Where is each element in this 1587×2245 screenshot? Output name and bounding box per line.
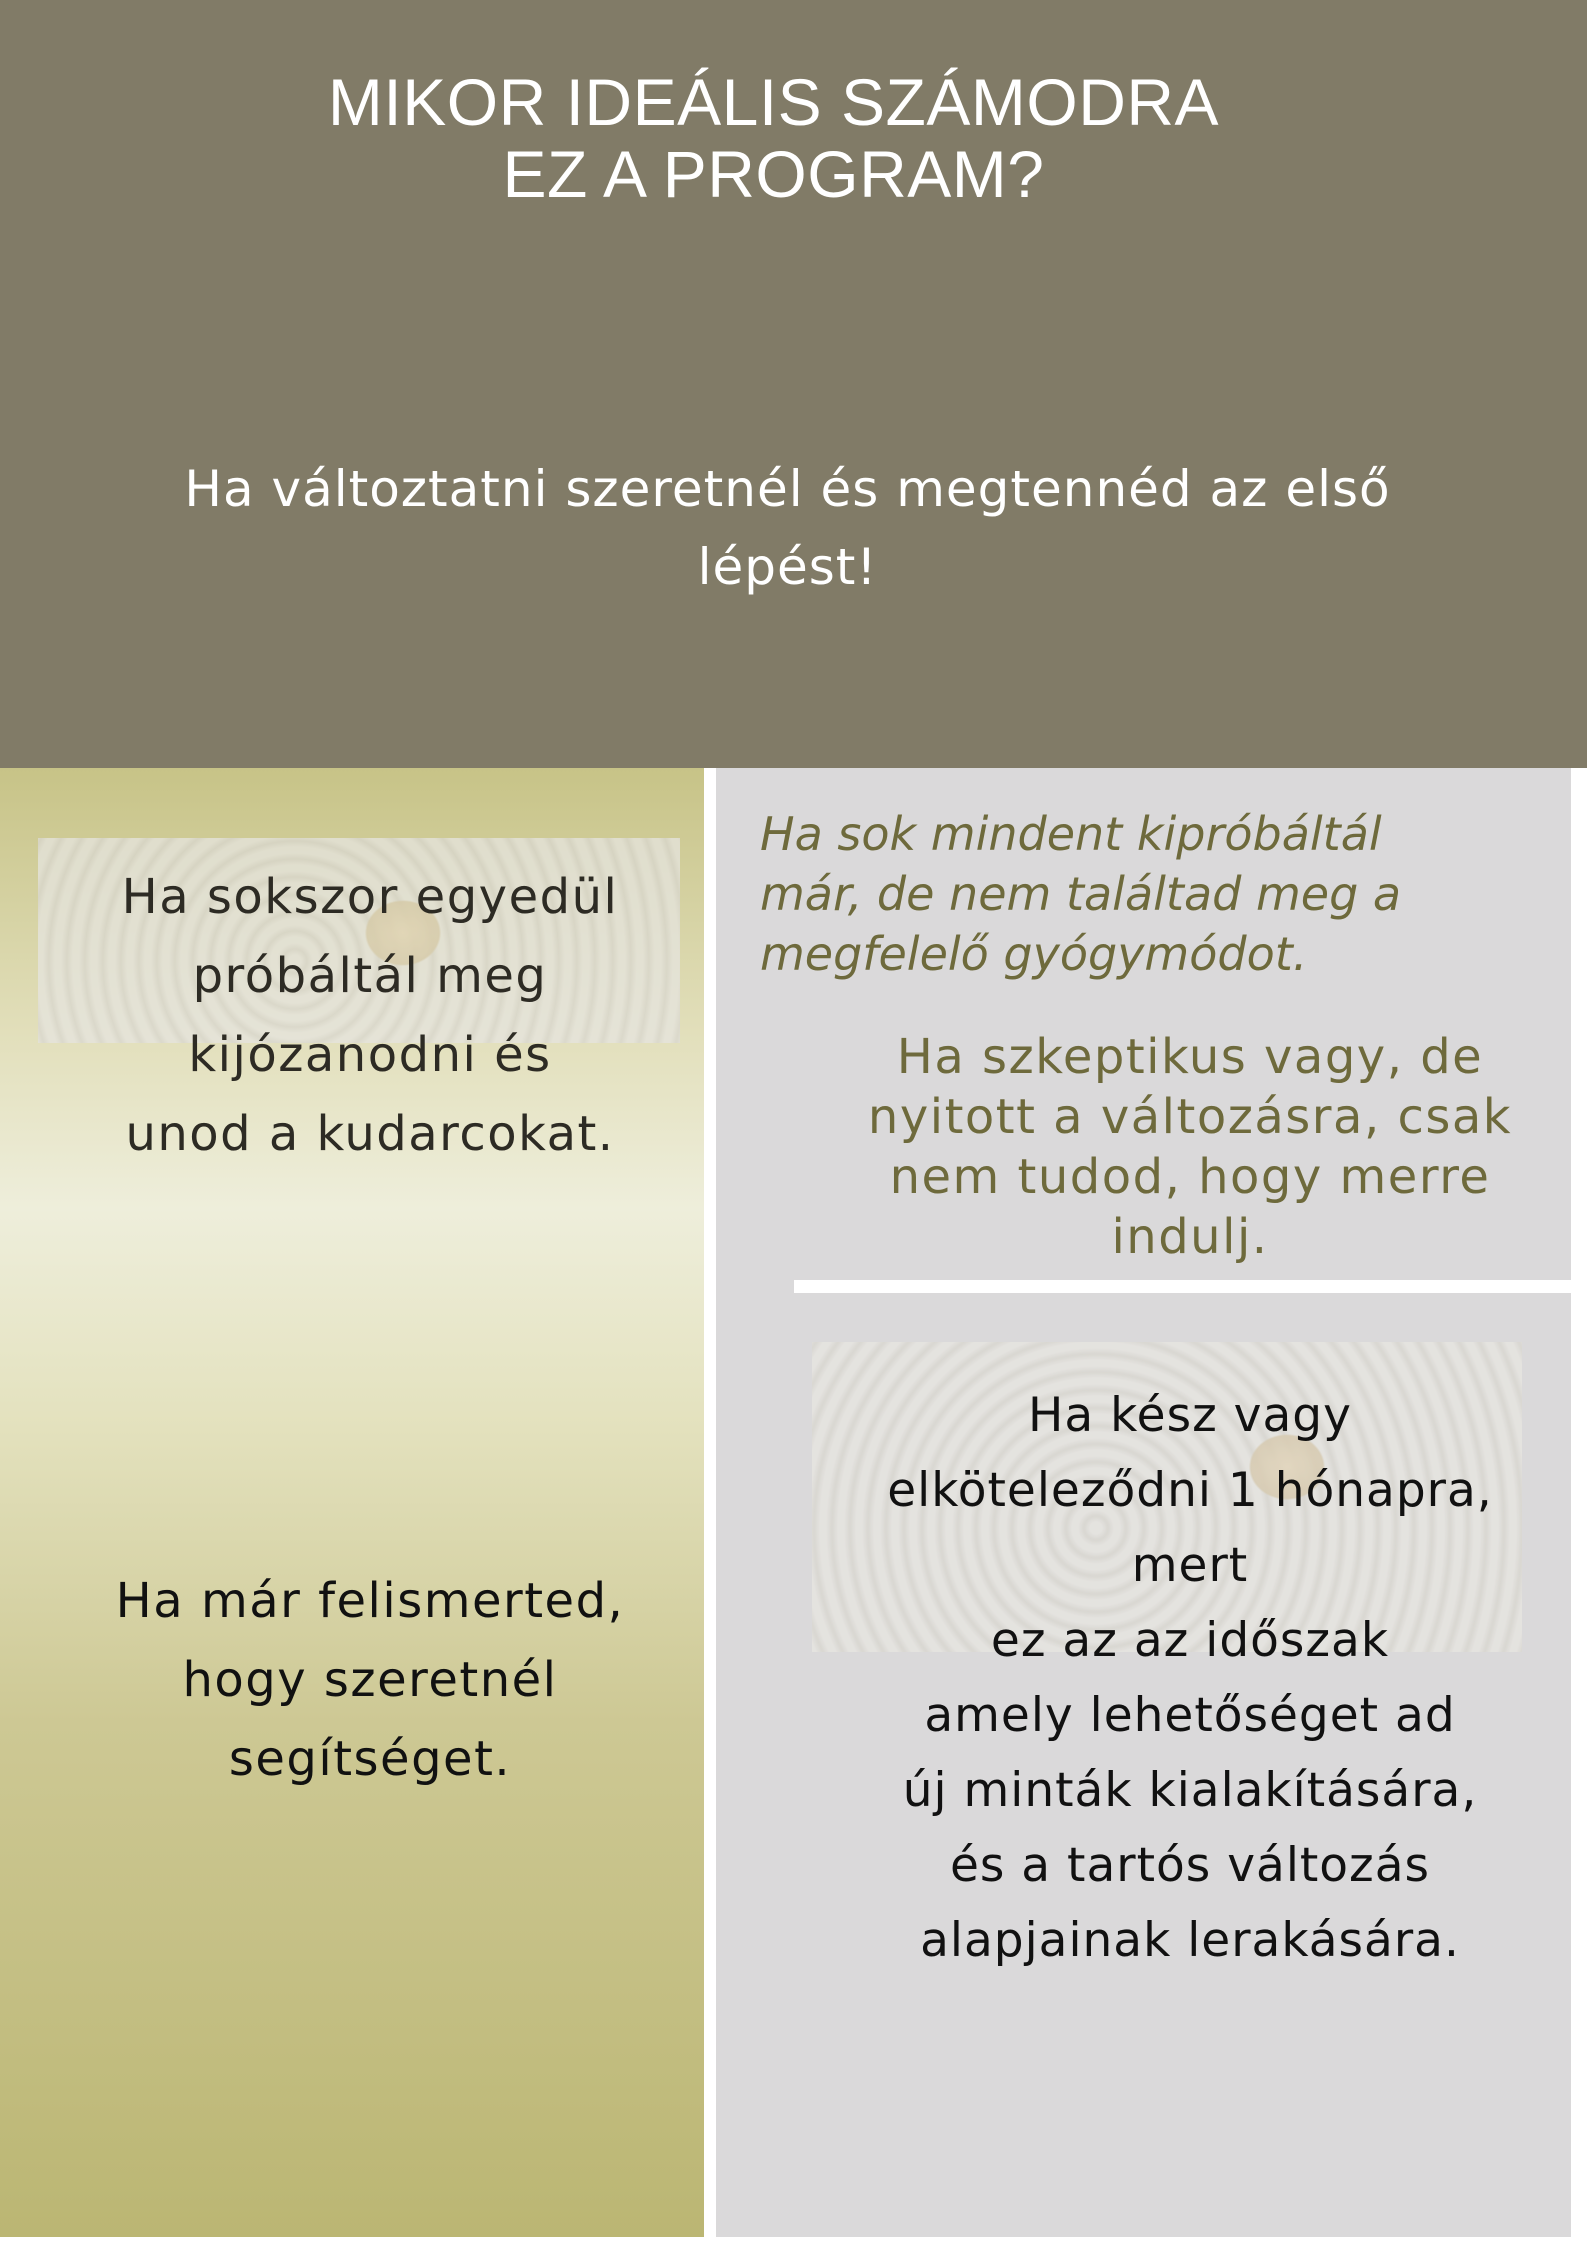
subtitle-line-1: Ha változtatni szeretnél és megtennéd az első <box>184 460 1391 518</box>
text-line: és a tartós változás <box>949 1838 1431 1893</box>
text-line: új minták kialakítására, <box>902 1763 1478 1818</box>
title-line-2: EZ A PROGRAM? <box>502 137 1045 211</box>
text-line: ez az az időszak <box>990 1613 1390 1668</box>
text-line: amely lehetőséget ad <box>924 1688 1456 1743</box>
subtitle <box>150 450 1425 606</box>
text-line: hogy szeretnél <box>182 1652 558 1708</box>
text-line: már, de nem találtad meg a <box>760 867 1402 921</box>
text-line: nyitott a változásra, csak <box>867 1089 1513 1145</box>
divider-line <box>794 1280 1571 1293</box>
left-text-block-1 <box>40 858 700 1174</box>
text-line: indulj. <box>1111 1209 1269 1265</box>
left-text-block-2 <box>40 1562 700 1799</box>
text-line: Ha sok mindent kipróbáltál <box>760 807 1382 861</box>
text-line: Ha kész vagy <box>1028 1388 1352 1443</box>
page-title <box>0 66 1547 210</box>
text-line: nem tudod, hogy merre <box>889 1149 1491 1205</box>
text-line: Ha sokszor egyedül <box>121 869 619 925</box>
subtitle-line-2: lépést! <box>697 538 878 596</box>
text-line: megfelelő gyógymódot. <box>760 927 1308 981</box>
text-line: elköteleződni 1 hónapra, <box>887 1463 1493 1518</box>
right-text-block-2 <box>820 1027 1560 1267</box>
text-line: mert <box>1131 1538 1249 1593</box>
title-line-1: MIKOR IDEÁLIS SZÁMODRA <box>327 65 1220 139</box>
text-line: Ha már felismerted, <box>115 1573 625 1629</box>
right-text-block-3 <box>820 1378 1560 1978</box>
text-line: Ha szkeptikus vagy, de <box>896 1029 1484 1085</box>
text-line: alapjainak lerakására. <box>920 1913 1460 1968</box>
text-line: segítséget. <box>228 1731 512 1787</box>
text-line: kijózanodni és <box>188 1027 552 1083</box>
text-line: unod a kudarcokat. <box>125 1106 615 1162</box>
right-text-block-1 <box>760 804 1560 984</box>
text-line: próbáltál meg <box>192 948 548 1004</box>
